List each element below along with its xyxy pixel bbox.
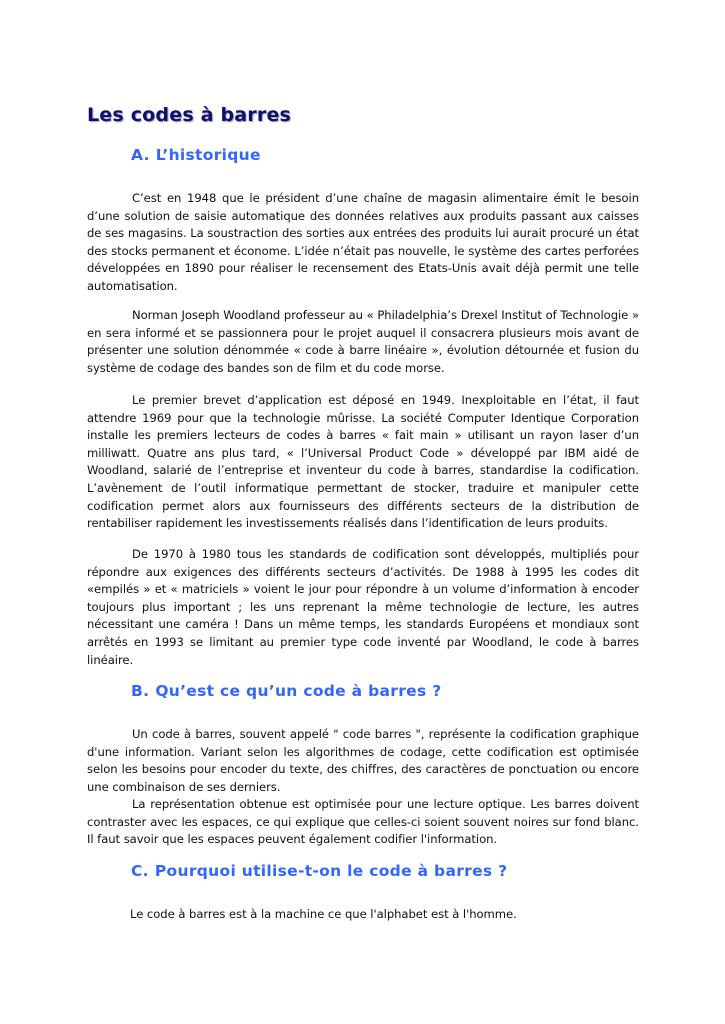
section-title: L’historique [155,146,261,164]
section-heading-pourquoi [131,862,507,880]
paragraph-definition-2: La représentation obtenue est optimisée pour une lecture optique. Les barres doivent contraster avec les espaces, ce qui explique que celles-ci soient souvent noires sur fond blanc. Il faut savoir que les espaces peuvent également codifier l'information. [87,797,639,847]
paragraph-historique-2: Norman Joseph Woodland professeur au « Philadelphia’s Drexel Institut of Technologie » en sera informé et se passionnera pour le projet auquel il consacrera plusieurs mois avant de présenter une solution dénommée « code à barre linéaire », évolution détournée et fusion du système de codage des bandes son de film et du code morse. [87,308,639,375]
section-heading-definition [131,682,442,700]
paragraph-historique-1: C’est en 1948 que le président d’une chaîne de magasin alimentaire émit le besoin d’une solution de saisie automatique des données relatives aux produits passant aux caisses de ses magasins. La soustraction des sorties aux entrées des produits lui aurait procuré un état des stocks permanent et économe. L’idée n’était pas nouvelle, le système des cartes perforées développées en 1890 pour réaliser le recensement des Etats-Unis avait déjà permit une telle automatisation. [87,191,639,293]
section-title: Pourquoi utilise-t-on le code à barres ? [154,862,508,880]
paragraph-pourquoi-1: Le code à barres est à la machine ce que l'alphabet est à l'homme. [130,907,517,921]
document-title: Les codes à barres [87,104,292,126]
paragraph-definition-1: Un code à barres, souvent appelé " code barres ", représente la codification graphique d'une information. Variant selon les algorithmes de codage, cette codification est optimisée selon les besoins pour encoder du texte, des chiffres, des caractères de ponctuation ou encore une combinaison de ses derniers. [87,727,639,794]
section-letter: B. [131,682,150,700]
section-heading-historique [131,146,261,164]
section-title: Qu’est ce qu’un code à barres ? [155,682,442,700]
paragraph-historique-3: Le premier brevet d’application est déposé en 1949. Inexploitable en l’état, il faut attendre 1969 pour que la technologie mûrisse. La société Computer Identique Corporation installe les premiers lecteurs de codes à barres « fait main » utilisant un rayon laser d’un milliwatt. Quatre ans plus tard, « l’Universal Product Code » développé par IBM aidé de Woodland, salarié de l’entreprise et inventeur du code à barres, standardise la codification. L’avènement de l’outil informatique permettant de stocker, traduire et manipuler cette codification permet alors aux fournisseurs des différents secteurs de la distribution de rentabiliser rapidement les investissements réalisés dans l’identification de leurs produits. [87,393,639,531]
paragraph-historique-4: De 1970 à 1980 tous les standards de codification sont développés, multipliés pour répondre aux exigences des différents secteurs d’activités. De 1988 à 1995 les codes dit «empilés » et « matriciels » voient le jour pour répondre à un volume d’information à encoder toujours plus important ; les uns reprenant la même technologie de lecture, les autres nécessitant une caméra ! Dans un même temps, les standards Européens et mondiaux sont arrêtés en 1993 se limitant au premier type code inventé par Woodland, le code à barres linéaire. [87,547,639,667]
section-letter: C. [131,862,149,880]
section-letter: A. [131,146,150,164]
